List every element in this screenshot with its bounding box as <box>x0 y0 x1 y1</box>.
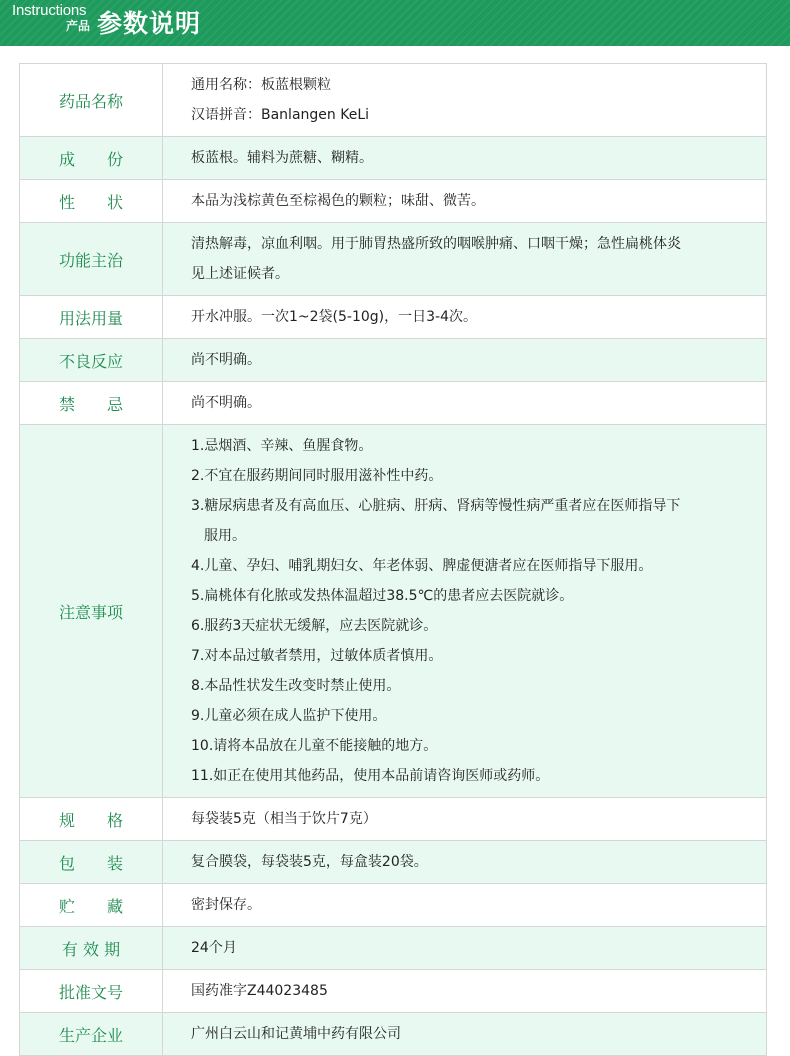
spec-row <box>20 339 767 382</box>
spec-value-line: 板蓝根。辅料为蔗糖、糊精。 <box>191 150 373 166</box>
note-item: 9.儿童必须在成人监护下使用。 <box>191 708 387 724</box>
header-title: 参数说明 <box>97 9 202 38</box>
spec-row <box>20 382 767 425</box>
spec-label: 规 格 <box>20 798 163 841</box>
spec-value-line: 汉语拼音：Banlangen KeLi <box>191 107 370 123</box>
spec-label: 性 状 <box>20 180 163 223</box>
spec-row <box>20 927 767 970</box>
spec-row <box>20 884 767 927</box>
note-item: 6.服药3天症状无缓解，应去医院就诊。 <box>191 618 438 634</box>
header-subtitle: 产品 <box>66 19 91 33</box>
spec-row <box>20 970 767 1013</box>
note-item: 服用。 <box>204 528 246 544</box>
spec-label: 用法用量 <box>20 296 163 339</box>
spec-label: 生产企业 <box>20 1013 163 1056</box>
spec-value <box>163 927 767 970</box>
spec-value <box>163 1013 767 1056</box>
spec-value <box>163 382 767 425</box>
spec-value <box>163 137 767 180</box>
note-item: 11.如正在使用其他药品，使用本品前请咨询医师或药师。 <box>191 768 550 784</box>
spec-value-line: 尚不明确。 <box>191 352 261 368</box>
spec-value <box>163 970 767 1013</box>
spec-value <box>163 339 767 382</box>
spec-value <box>163 180 767 223</box>
spec-value-line: 每袋装5克（相当于饮片7克） <box>191 811 377 827</box>
spec-value <box>163 296 767 339</box>
spec-value <box>163 64 767 137</box>
note-item: 5.扁桃体有化脓或发热体温超过38.5℃的患者应去医院就诊。 <box>191 588 574 604</box>
spec-value-line: 开水冲服。一次1~2袋(5-10g)，一日3-4次。 <box>191 309 477 325</box>
spec-label: 注意事项 <box>20 425 163 798</box>
spec-value <box>163 425 767 798</box>
spec-row <box>20 1013 767 1056</box>
spec-row <box>20 296 767 339</box>
spec-value-line: 见上述证候者。 <box>191 266 289 282</box>
spec-row <box>20 223 767 296</box>
spec-value <box>163 223 767 296</box>
note-item: 1.忌烟酒、辛辣、鱼腥食物。 <box>191 438 373 454</box>
note-item: 8.本品性状发生改变时禁止使用。 <box>191 678 401 694</box>
spec-row <box>20 798 767 841</box>
spec-value-line: 复合膜袋，每袋装5克，每盒装20袋。 <box>191 854 428 870</box>
spec-label: 批准文号 <box>20 970 163 1013</box>
note-item: 3.糖尿病患者及有高血压、心脏病、肝病、肾病等慢性病严重者应在医师指导下 <box>191 498 681 514</box>
note-item: 2.不宜在服药期间同时服用滋补性中药。 <box>191 468 443 484</box>
spec-value-line: 通用名称：板蓝根颗粒 <box>191 77 331 93</box>
spec-value-line: 24个月 <box>191 940 237 956</box>
spec-value-line: 国药准字Z44023485 <box>191 983 328 999</box>
spec-label: 包 装 <box>20 841 163 884</box>
note-item: 7.对本品过敏者禁用，过敏体质者慎用。 <box>191 648 443 664</box>
spec-label: 功能主治 <box>20 223 163 296</box>
spec-row <box>20 841 767 884</box>
spec-label: 药品名称 <box>20 64 163 137</box>
spec-value-line: 广州白云山和记黄埔中药有限公司 <box>191 1026 401 1042</box>
spec-value-line: 清热解毒，凉血利咽。用于肺胃热盛所致的咽喉肿痛、口咽干燥；急性扁桃体炎 <box>191 236 681 252</box>
spec-row <box>20 180 767 223</box>
spec-row <box>20 137 767 180</box>
header-english-title: Instructions <box>12 2 87 19</box>
spec-value <box>163 884 767 927</box>
spec-label: 禁 忌 <box>20 382 163 425</box>
spec-value-line: 尚不明确。 <box>191 395 261 411</box>
spec-label: 成 份 <box>20 137 163 180</box>
spec-label: 贮 藏 <box>20 884 163 927</box>
spec-table <box>19 63 767 1056</box>
spec-value <box>163 841 767 884</box>
spec-label: 有 效 期 <box>20 927 163 970</box>
spec-label: 不良反应 <box>20 339 163 382</box>
spec-value <box>163 798 767 841</box>
spec-row <box>20 425 767 798</box>
note-item: 4.儿童、孕妇、哺乳期妇女、年老体弱、脾虚便溏者应在医师指导下服用。 <box>191 558 653 574</box>
spec-row <box>20 64 767 137</box>
spec-value-line: 本品为浅棕黄色至棕褐色的颗粒；味甜、微苦。 <box>191 193 485 209</box>
spec-value-line: 密封保存。 <box>191 897 261 913</box>
note-item: 10.请将本品放在儿童不能接触的地方。 <box>191 738 438 754</box>
page-header <box>0 0 790 46</box>
